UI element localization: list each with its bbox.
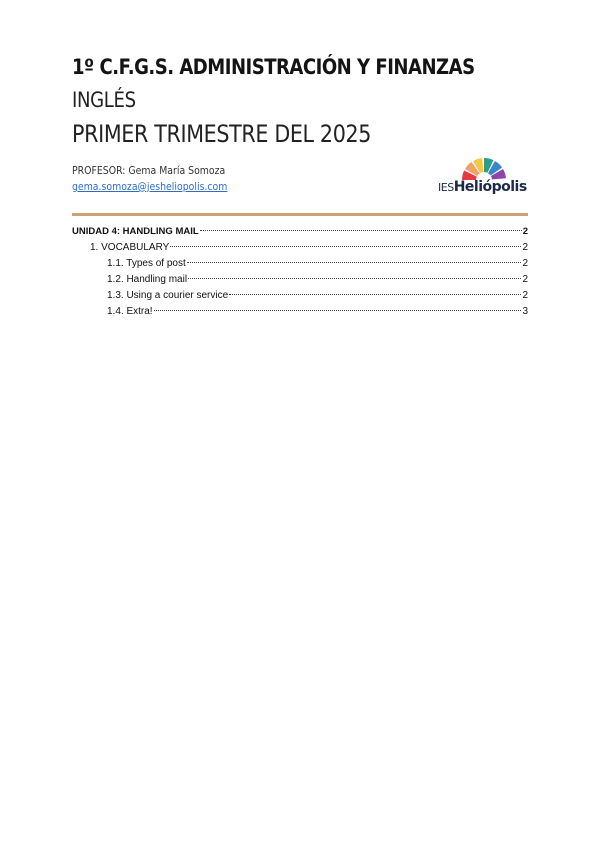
toc-entry-label: UNIDAD 4: HANDLING MAIL xyxy=(72,226,199,237)
toc-entry-label: 1.1. Types of post xyxy=(107,258,186,269)
logo-name: Heliópolis xyxy=(453,179,527,195)
toc-entry-page: 2 xyxy=(522,242,528,253)
subject-title: INGLÉS xyxy=(72,88,136,112)
toc-entry[interactable] xyxy=(72,224,528,240)
toc-entry-page: 2 xyxy=(522,226,528,237)
toc-entry-page: 2 xyxy=(522,290,528,301)
toc-leader-dots xyxy=(187,262,522,263)
course-title: 1º C.F.G.S. ADMINISTRACIÓN Y FINANZAS xyxy=(72,55,475,79)
table-of-contents xyxy=(72,224,528,320)
teacher-email-link[interactable]: gema.somoza@jesheliopolis.com xyxy=(72,180,228,193)
toc-entry-label: 1.3. Using a courier service xyxy=(107,290,229,301)
term-title: PRIMER TRIMESTRE DEL 2025 xyxy=(72,120,372,148)
toc-entry[interactable] xyxy=(72,304,528,320)
toc-leader-dots xyxy=(188,278,521,279)
logo-prefix: IES xyxy=(438,181,454,194)
toc-entry-label: 1. VOCABULARY xyxy=(90,242,170,253)
toc-entry[interactable] xyxy=(72,272,528,288)
toc-entry[interactable] xyxy=(72,256,528,272)
toc-entry-label: 1.4. Extra! xyxy=(107,306,153,317)
teacher-name: PROFESOR: Gema María Somoza xyxy=(72,164,226,177)
toc-entry[interactable] xyxy=(72,240,528,256)
school-logo-wordmark xyxy=(438,176,527,195)
toc-entry-page: 3 xyxy=(522,306,528,317)
school-logo xyxy=(438,154,530,196)
toc-leader-dots xyxy=(229,294,521,295)
toc-leader-dots xyxy=(170,246,521,247)
toc-entry-label: 1.2. Handling mail xyxy=(107,274,188,285)
toc-entry-page: 2 xyxy=(522,274,528,285)
header-divider xyxy=(72,213,528,216)
toc-entry[interactable] xyxy=(72,288,528,304)
document-header xyxy=(72,50,532,152)
toc-leader-dots xyxy=(154,310,522,311)
toc-entry-page: 2 xyxy=(522,258,528,269)
toc-leader-dots xyxy=(200,230,522,231)
